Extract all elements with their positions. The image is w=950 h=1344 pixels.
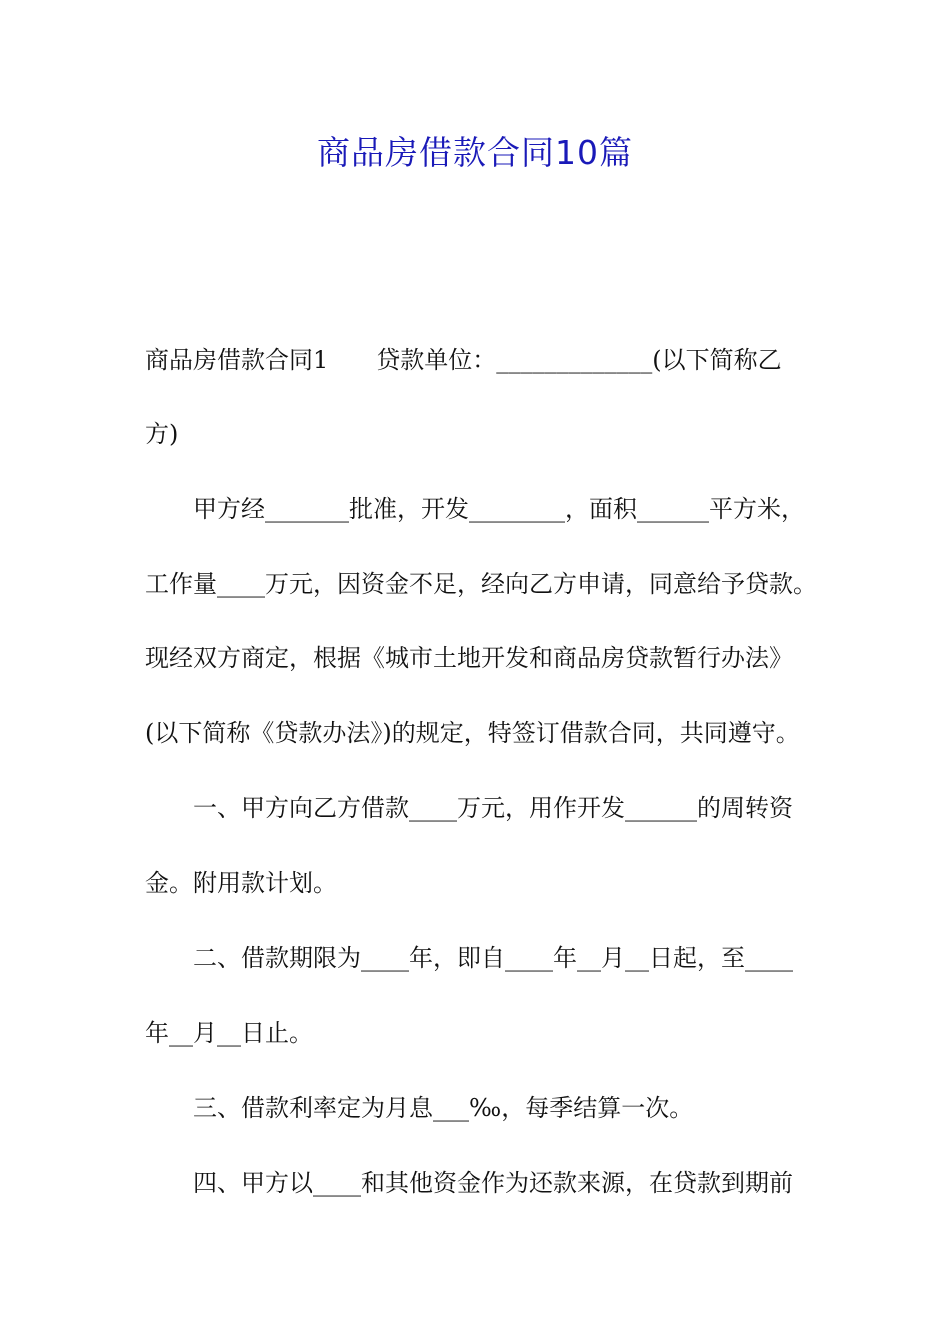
text-line: 年__月__日止。 [145,1019,313,1047]
text-line: 金。附用款计划。 [145,869,337,897]
text-line: (以下简称《贷款办法》)的规定，特签订借款合同，共同遵守。 [145,719,800,747]
text-line: 商品房借款合同1 贷款单位：_____________(以下简称乙 [145,346,782,374]
text-line: 三、借款利率定为月息___‰，每季结算一次。 [193,1094,694,1122]
document-title: 商品房借款合同10篇 [317,133,633,172]
text-line: 工作量____万元，因资金不足，经向乙方申请，同意给予贷款。 [145,570,817,598]
text-line: 四、甲方以____和其他资金作为还款来源，在贷款到期前 [193,1169,793,1197]
text-line: 二、借款期限为____年，即自____年__月__日起，至____ [193,944,793,972]
text-line: 方) [145,420,179,448]
text-line: 现经双方商定，根据《城市土地开发和商品房贷款暂行办法》 [145,644,793,672]
text-line: 甲方经_______批准，开发________，面积______平方米， [193,495,805,523]
text-line: 一、甲方向乙方借款____万元，用作开发______的周转资 [193,794,793,822]
